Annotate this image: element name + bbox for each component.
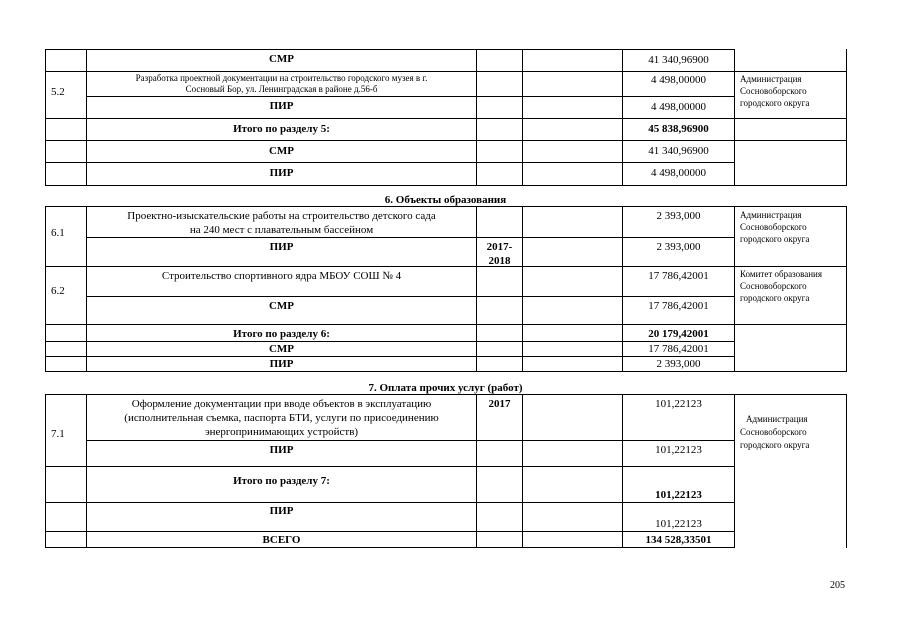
grand-total-amount: 134 528,33501 xyxy=(645,534,712,546)
row-name: энергопринимающих устройств) xyxy=(204,426,359,438)
row-name: СМР xyxy=(268,145,295,157)
executor-cell: Сосновоборского xyxy=(740,281,807,291)
row-name: на 240 мест с плавательным бассейном xyxy=(189,224,374,236)
section-total-amount: 20 179,42001 xyxy=(648,328,709,340)
row-amount: 4 498,00000 xyxy=(651,74,706,86)
table-border xyxy=(45,502,734,503)
table-border xyxy=(86,440,734,441)
table-border xyxy=(522,394,523,548)
section-total-amount: 101,22123 xyxy=(655,489,702,501)
row-years: 2018 xyxy=(488,255,511,267)
executor-cell: городского округа xyxy=(740,98,810,108)
row-name: (исполнительная съемка, паспорта БТИ, услуги по присоединению xyxy=(124,412,439,424)
table-border xyxy=(846,206,847,372)
row-amount: 17 786,42001 xyxy=(648,270,709,282)
table-border xyxy=(522,49,523,186)
table-border xyxy=(476,49,477,186)
row-amount: 2 393,000 xyxy=(656,358,701,370)
row-name: ПИР xyxy=(269,100,294,112)
table-border xyxy=(45,394,846,395)
table-border xyxy=(45,371,846,372)
table-border xyxy=(86,237,734,238)
row-amount: 41 340,96900 xyxy=(648,145,709,157)
table-border xyxy=(734,394,735,548)
row-name: ПИР xyxy=(269,241,294,253)
row-years: 2017 xyxy=(488,398,511,410)
row-number: 7.1 xyxy=(51,428,65,440)
row-amount: 101,22123 xyxy=(655,444,702,456)
row-amount: 2 393,000 xyxy=(656,241,701,253)
executor-cell: Сосновоборского xyxy=(740,427,807,437)
table-border xyxy=(45,547,734,548)
table-border xyxy=(734,206,735,372)
section-total-amount: 45 838,96900 xyxy=(648,123,709,135)
row-name: ПИР xyxy=(269,505,294,517)
table-border xyxy=(86,49,87,186)
table-border xyxy=(45,140,846,141)
table-border xyxy=(45,49,46,186)
row-number: 6.2 xyxy=(51,285,65,297)
table-border xyxy=(476,206,477,372)
table-border xyxy=(522,206,523,372)
table-border xyxy=(45,341,734,342)
table-border xyxy=(45,206,46,372)
row-name: СМР xyxy=(268,300,295,312)
table-border xyxy=(45,162,734,163)
executor-cell: городского округа xyxy=(740,293,810,303)
row-amount: 4 498,00000 xyxy=(651,101,706,113)
table-border xyxy=(45,324,846,325)
table-border xyxy=(476,394,477,548)
table-border xyxy=(846,49,847,186)
row-amount: 41 340,96900 xyxy=(648,54,709,66)
executor-cell: Сосновоборского xyxy=(740,222,807,232)
table-border xyxy=(86,96,734,97)
row-name: Оформление документации при вводе объектов в эксплуатацию xyxy=(131,398,432,410)
row-amount: 17 786,42001 xyxy=(648,343,709,355)
row-amount: 4 498,00000 xyxy=(651,167,706,179)
table-border xyxy=(846,394,847,548)
section-title: 6. Объекты образования xyxy=(384,194,507,206)
table-border xyxy=(45,49,734,50)
executor-cell: Администрация xyxy=(740,210,802,220)
row-years: 2017- xyxy=(486,241,513,253)
row-number: 6.1 xyxy=(51,227,65,239)
table-border xyxy=(45,118,846,119)
executor-cell: городского округа xyxy=(740,440,810,450)
row-number: 5.2 xyxy=(51,86,65,98)
row-name: ПИР xyxy=(269,167,294,179)
table-border xyxy=(45,394,46,548)
table-border xyxy=(45,71,846,72)
table-border xyxy=(734,49,735,186)
section-total-label: Итого по разделу 5: xyxy=(233,123,330,135)
executor-cell: Комитет образования xyxy=(740,269,822,279)
section-title: 7. Оплата прочих услуг (работ) xyxy=(368,382,523,394)
table-border xyxy=(45,466,734,467)
section-total-label: Итого по разделу 7: xyxy=(233,475,330,487)
row-amount: 101,22123 xyxy=(655,518,702,530)
row-name: Строительство спортивного ядра МБОУ СОШ № 4 xyxy=(161,270,402,282)
table-border xyxy=(45,531,734,532)
table-border xyxy=(86,296,734,297)
row-name: Сосновый Бор, ул. Ленинградская в районе д.56-б xyxy=(185,84,378,94)
row-name: Разработка проектной документации на строительство городского музея в г. xyxy=(135,73,428,83)
table-border xyxy=(45,185,846,186)
row-name: СМР xyxy=(268,343,295,355)
row-amount: 2 393,000 xyxy=(656,210,701,222)
row-amount: 17 786,42001 xyxy=(648,300,709,312)
executor-cell: городского округа xyxy=(740,234,810,244)
executor-cell: Администрация xyxy=(740,74,802,84)
page-number: 205 xyxy=(830,580,845,591)
row-name: ПИР xyxy=(269,444,294,456)
table-border xyxy=(45,356,734,357)
executor-cell: Сосновоборского xyxy=(740,86,807,96)
table-border xyxy=(45,266,846,267)
grand-total-label: ВСЕГО xyxy=(262,534,301,546)
table-border xyxy=(45,206,846,207)
section-total-label: Итого по разделу 6: xyxy=(233,328,330,340)
table-border xyxy=(622,49,623,186)
row-amount: 101,22123 xyxy=(655,398,702,410)
row-name: Проектно-изыскательские работы на строительство детского сада xyxy=(127,210,436,222)
executor-cell: Администрация xyxy=(746,414,808,424)
row-name: СМР xyxy=(268,53,295,65)
row-name: ПИР xyxy=(269,358,294,370)
